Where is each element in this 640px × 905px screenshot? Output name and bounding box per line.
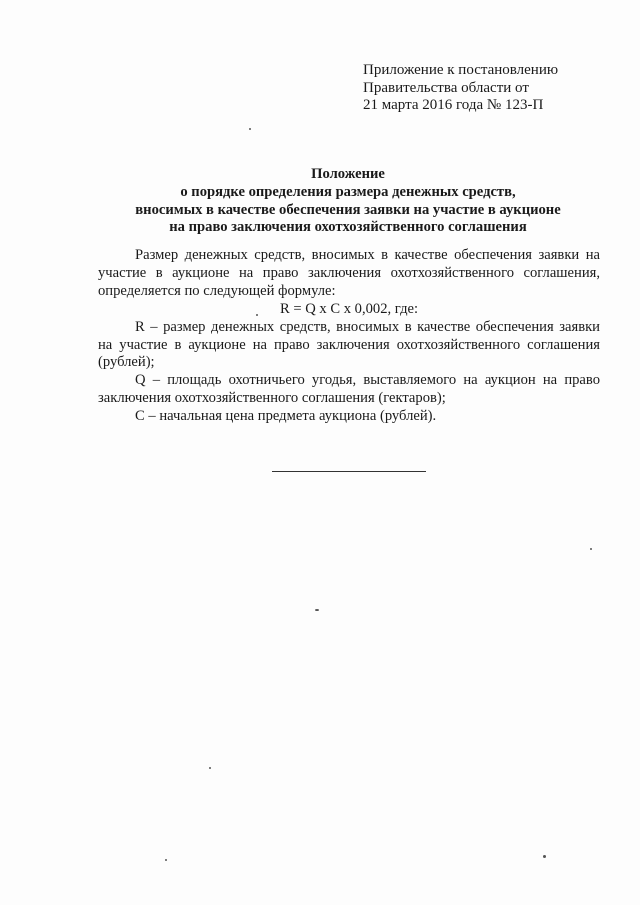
appendix-line-2: Правительства области от [363, 79, 529, 96]
title-line-2: о порядке определения размера денежных средств, [180, 183, 516, 200]
scan-speck [543, 855, 546, 858]
title-line-1: Положение [311, 166, 385, 182]
formula: R = Q x C x 0,002, где: [279, 300, 419, 317]
appendix-line-1: Приложение к постановлению [363, 62, 559, 78]
scan-speck [249, 128, 251, 130]
title-line-3: вносимых в качестве обеспечения заявки на участие в аукционе [135, 201, 561, 218]
definition-r: R – размер денежных средств, вносимых в качестве обеспечения заявки на участие в аукционе на право заключения охотхозяйственного соглашения (рублей); [98, 318, 600, 371]
intro-paragraph: Размер денежных средств, вносимых в качестве обеспечения заявки на участие в аукционе на право заключения охотхозяйственного соглашения, определяется по следующей формуле: [98, 247, 600, 299]
definition-q: Q – площадь охотничьего угодья, выставляемого на аукцион на право заключения охотхозяйственного соглашения (гектаров); [98, 372, 600, 407]
scan-speck [590, 548, 592, 550]
definition-c: С – начальная цена предмета аукциона (рублей). [135, 408, 437, 425]
scan-speck [256, 314, 258, 316]
end-separator-line [272, 471, 426, 472]
appendix-line-3: 21 марта 2016 года № 123-П [363, 97, 544, 113]
scan-speck [165, 859, 167, 861]
scan-speck [209, 767, 211, 769]
document-title [98, 166, 598, 237]
document-body [98, 247, 600, 426]
scan-speck [315, 609, 319, 611]
title-line-4: на право заключения охотхозяйственного соглашения [169, 219, 527, 236]
appendix-header [363, 62, 558, 115]
